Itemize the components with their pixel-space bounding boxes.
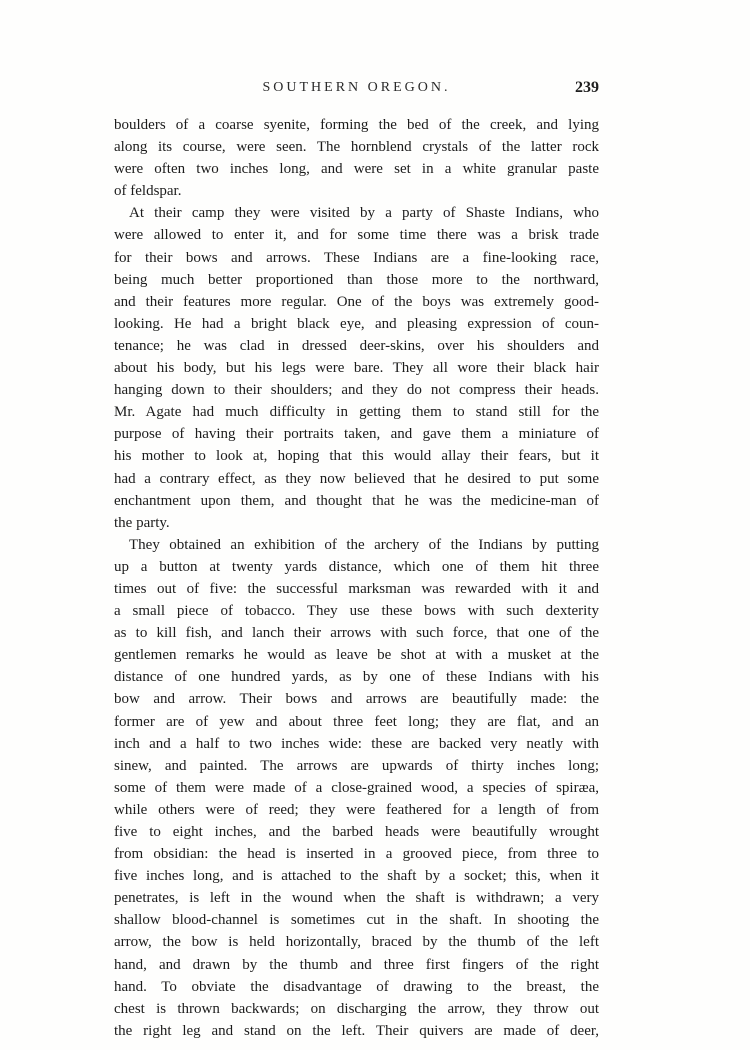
text-line: had a contrary effect, as they now believed that he desired to put some [114,470,599,487]
text-line: tenance; he was clad in dressed deer-skins, over his shoulders and [114,337,599,354]
text-line: while others were of reed; they were feathered for a length of from [114,801,599,818]
text-line: and their features more regular. One of the boys was extremely good- [114,293,599,310]
running-head [114,80,599,104]
text-line: as to kill fish, and lanch their arrows with such force, that one of the [114,625,599,642]
text-line: the right leg and stand on the left. Their quivers are made of deer, [114,1022,599,1039]
text-line: about his body, but his legs were bare. They all wore their black hair [114,360,599,377]
text-line: were allowed to enter it, and for some time there was a brisk trade [114,227,599,244]
text-line: from obsidian: the head is inserted in a grooved piece, from three to [114,846,599,863]
paragraph [114,534,599,1042]
text-line: penetrates, is left in the wound when the shaft is withdrawn; a very [114,890,599,907]
text-line: of feldspar. [114,183,182,200]
text-line: enchantment upon them, and thought that he was the medicine-man of [114,492,599,509]
text-line: former are of yew and about three feet long; they are flat, and an [114,713,599,730]
text-line: were often two inches long, and were set in a white granular paste [114,161,599,178]
text-line: They obtained an exhibition of the archery of the Indians by putting [129,536,599,553]
text-line: boulders of a coarse syenite, forming the bed of the creek, and lying [114,117,599,133]
text-line: his mother to look at, hoping that this would allay their fears, but it [114,448,599,465]
text-line: looking. He had a bright black eye, and pleasing expression of coun- [114,315,599,332]
text-line: being much better proportioned than those more to the northward, [114,271,599,288]
text-line: gentlemen remarks he would as leave be shot at with a musket at the [114,647,599,664]
paragraph [114,114,599,202]
text-line: purpose of having their portraits taken, and gave them a miniature of [114,426,599,443]
text-line: hand, and drawn by the thumb and three first fingers of the right [114,956,599,973]
body-text [114,114,599,1042]
text-line: some of them were made of a close-grained wood, a species of spiræa, [114,779,599,796]
text-line: hanging down to their shoulders; and they do not compress their heads. [114,382,599,399]
page-number: 239 [575,79,599,96]
running-head-title: SOUTHERN OREGON. [262,80,451,95]
text-line: a small piece of tobacco. They use these bows with such dexterity [114,603,599,620]
text-line: sinew, and painted. The arrows are upwards of thirty inches long; [114,757,599,774]
text-line: distance of one hundred yards, as by one of these Indians with his [114,669,599,686]
text-line: times out of five: the successful marksman was rewarded with it and [114,580,599,597]
text-line: the party. [114,514,170,531]
paragraph [114,202,599,533]
text-line: Mr. Agate had much difficulty in getting them to stand still for the [114,404,599,421]
text-line: arrow, the bow is held horizontally, braced by the thumb of the left [114,934,599,951]
text-line: bow and arrow. Their bows and arrows are beautifully made: the [114,691,599,708]
text-line: for their bows and arrows. These Indians are a fine-looking race, [114,249,599,266]
text-line: shallow blood-channel is sometimes cut in the shaft. In shooting the [114,912,599,929]
text-line: up a button at twenty yards distance, which one of them hit three [114,558,599,575]
text-line: chest is thrown backwards; on discharging the arrow, they throw out [114,1000,599,1017]
text-line: five to eight inches, and the barbed heads were beautifully wrought [114,824,599,840]
text-line: along its course, were seen. The hornblend crystals of the latter rock [114,139,599,156]
text-line: At their camp they were visited by a party of Shaste Indians, who [129,205,599,222]
text-line: five inches long, and is attached to the shaft by a socket; this, when it [114,868,599,885]
text-line: hand. To obviate the disadvantage of drawing to the breast, the [114,978,599,995]
text-line: inch and a half to two inches wide: these are backed very neatly with [114,735,599,752]
